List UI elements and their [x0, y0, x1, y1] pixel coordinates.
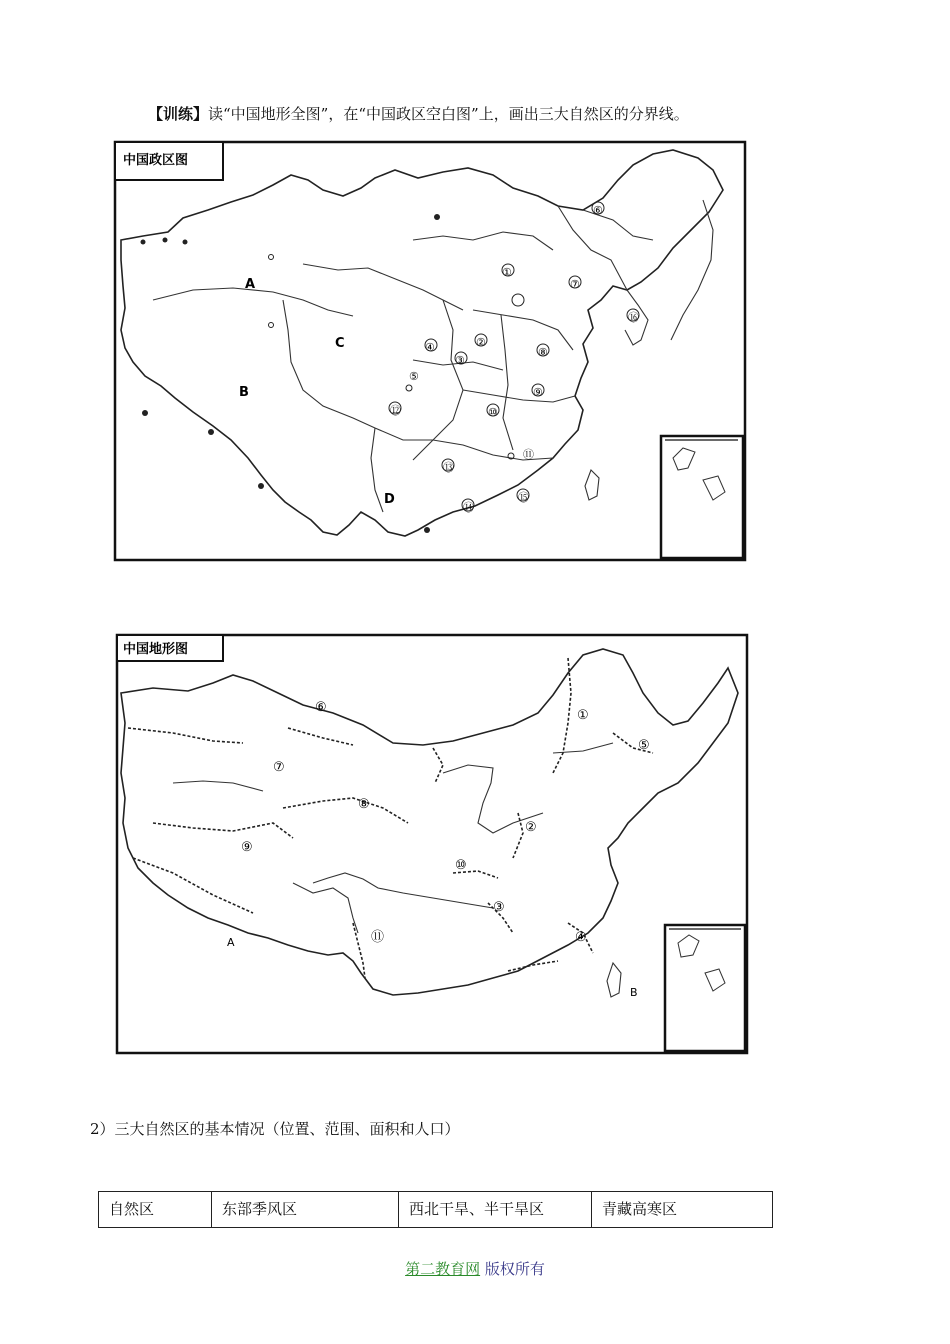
topographic-num-4: ④: [575, 930, 587, 945]
section-heading: 2）三大自然区的基本情况（位置、范围、面积和人口）: [90, 1120, 460, 1138]
political-num-8: ⑧: [538, 346, 548, 359]
instruction: [148, 103, 689, 124]
political-num-4: ④: [425, 341, 435, 354]
political-num-5: ⑤: [409, 370, 419, 383]
political-num-14: ⑭: [463, 501, 474, 514]
topographic-num-3: ③: [493, 900, 505, 915]
natural-zones-table: [98, 1191, 773, 1228]
footer-link[interactable]: 第二教育网: [405, 1260, 481, 1278]
topographic-map-title: 中国地形图: [123, 642, 189, 657]
political-num-2: ②: [476, 336, 486, 349]
political-map-drawing: [113, 140, 748, 565]
footer: [0, 1258, 950, 1279]
topographic-map: [113, 633, 753, 1058]
political-num-15: ⑮: [518, 491, 529, 504]
table-row: [99, 1192, 773, 1228]
topographic-map-drawing: [113, 633, 753, 1058]
political-num-6: ⑥: [593, 204, 603, 217]
topographic-num-2: ②: [525, 820, 537, 835]
topographic-letter-a: A: [227, 936, 235, 949]
topographic-num-6: ⑥: [315, 700, 327, 715]
table-header-cell: 青藏高寒区: [592, 1192, 773, 1228]
political-num-13: ⑬: [443, 461, 454, 474]
political-num-1: ①: [502, 266, 512, 279]
political-letter-d: D: [384, 492, 395, 507]
footer-copyright: 版权所有: [480, 1260, 545, 1278]
topographic-num-7: ⑦: [273, 760, 285, 775]
political-map: [113, 140, 748, 565]
political-num-11: ⑪: [523, 448, 534, 461]
topographic-num-1: ①: [577, 708, 589, 723]
topographic-num-10: ⑩: [455, 858, 467, 873]
topographic-num-9: ⑨: [241, 840, 253, 855]
political-map-title: 中国政区图: [123, 153, 189, 168]
political-num-16: ⑯: [628, 311, 639, 324]
political-num-7: ⑦: [570, 278, 580, 291]
political-num-10: ⑩: [488, 406, 498, 419]
political-letter-b: B: [239, 385, 249, 400]
table-header-cell: 西北干旱、半干旱区: [399, 1192, 592, 1228]
topographic-num-11: ⑪: [371, 930, 385, 945]
topographic-letter-b: B: [630, 986, 638, 999]
topographic-num-8: ⑧: [358, 797, 370, 812]
political-letter-a: A: [245, 277, 256, 292]
political-num-9: ⑨: [533, 386, 543, 399]
instruction-text: 读“中国地形全图”，在“中国政区空白图”上，画出三大自然区的分界线。: [208, 105, 689, 123]
instruction-tag: 【训练】: [148, 105, 209, 123]
topographic-num-5: ⑤: [638, 738, 650, 753]
table-header-cell: 东部季风区: [212, 1192, 399, 1228]
political-num-3: ③: [455, 354, 465, 367]
political-letter-c: C: [335, 336, 345, 351]
table-header-cell: 自然区: [99, 1192, 212, 1228]
political-num-12: ⑫: [390, 404, 401, 417]
